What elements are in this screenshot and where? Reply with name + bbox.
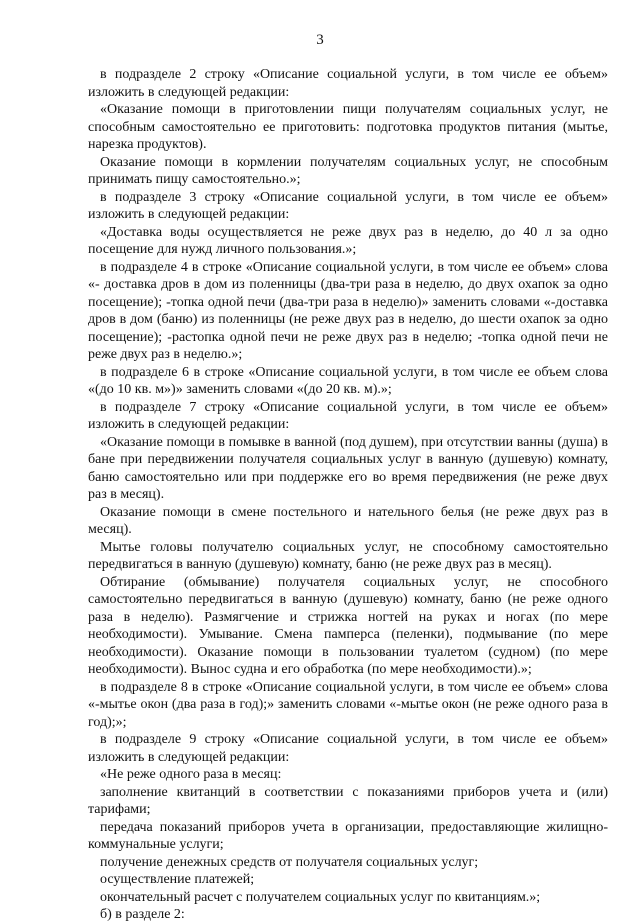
paragraph: в подразделе 4 в строке «Описание социальной услуги, в том числе ее объем» слова «- доставка дров в дом из поленницы (два-три раза в неделю, до двух охапок за одно посещение); -топка одной печи (два-три раза в неделю)» заменить словами «-доставка дров в дом (баню) из поленницы (не реже двух раз в неделю, до шести охапок за одно посещение); -растопка одной печи не реже двух раз в неделю; -топка одной печи не реже двух раз в неделю.»; (88, 259, 608, 362)
paragraph: получение денежных средств от получателя социальных услуг; (100, 854, 479, 870)
paragraph: заполнение квитанций в соответствии с показаниями приборов учета и (или) тарифами; (88, 784, 608, 817)
paragraph: Обтирание (обмывание) получателя социальных услуг, не способного самостоятельно передвигаться в ванную (душевую) комнату, баню (не реже одного раза в неделю). Размягчение и стрижка ногтей на руках и ногах (по мере необходимости). Умывание. Смена памперса (пеленки), подмывание (по мере необходимости). Оказание помощи в пользовании туалетом (судном) (по мере необходимости). Вынос судна и его обработка (по мере необходимости).»; (88, 574, 608, 677)
paragraph: в подразделе 7 строку «Описание социальной услуги, в том числе ее объем» изложить в следующей редакции: (88, 399, 608, 432)
paragraph: в подразделе 6 в строке «Описание социальной услуги, в том числе ее объем слова «(до 10 кв. м»)» заменить словами «(до 20 кв. м).»; (88, 364, 608, 397)
paragraph: в подразделе 3 строку «Описание социальной услуги, в том числе ее объем» изложить в следующей редакции: (88, 189, 608, 222)
paragraph: «Не реже одного раза в месяц: (100, 767, 282, 782)
paragraph: Мытье головы получателю социальных услуг, не способному самостоятельно передвигаться в ванную (душевую) комнату, баню (не реже двух раз в месяц). (88, 539, 608, 572)
paragraph: Оказание помощи в смене постельного и нательного белья (не реже двух раз в месяц). (88, 504, 608, 537)
paragraph: б) в разделе 2: (100, 907, 185, 922)
paragraph: окончательный расчет с получателем социальных услуг по квитанциям.»; (100, 889, 541, 905)
paragraph: в подразделе 9 строку «Описание социальной услуги, в том числе ее объем» изложить в следующей редакции: (88, 732, 608, 765)
paragraph: «Доставка воды осуществляется не реже двух раз в неделю, до 40 л за одно посещение для нужд личного пользования.»; (88, 224, 608, 257)
paragraph: «Оказание помощи в приготовлении пищи получателям социальных услуг, не способным самостоятельно ее приготовить: подготовка продуктов питания (мытье, нарезка продуктов). (88, 102, 608, 152)
paragraph: осуществление платежей; (100, 872, 255, 887)
paragraph: в подразделе 8 в строке «Описание социальной услуги, в том числе ее объем» слова «-мытье окон (два раза в год);» заменить словами «-мытье окон (не реже одного раза в год);»; (88, 679, 608, 730)
paragraph: в подразделе 2 строку «Описание социальной услуги, в том числе ее объем» изложить в следующей редакции: (88, 67, 608, 100)
paragraph: Оказание помощи в кормлении получателям социальных услуг, не способным принимать пищу самостоятельно.»; (88, 154, 608, 187)
paragraph: передача показаний приборов учета в организации, предоставляющие жилищно-коммунальные услуги; (88, 819, 608, 852)
page-number: 3 (316, 32, 324, 48)
paragraph: «Оказание помощи в помывке в ванной (под душем), при отсутствии ванны (душа) в бане при передвижении получателя социальных услуг в ванную (душевую) комнату, баню самостоятельно или при поддержке его во время передвижения (не реже двух раз в месяц). (88, 434, 608, 502)
document-body (88, 66, 608, 924)
